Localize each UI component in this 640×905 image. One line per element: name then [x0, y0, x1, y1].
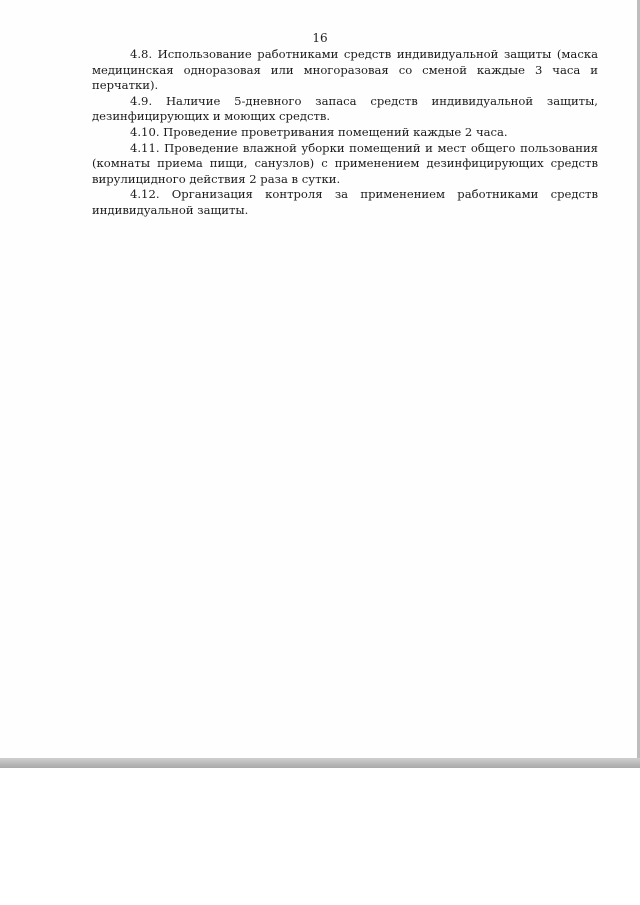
paragraph-4-8: 4.8. Использование работниками средств индивидуальной защиты (маска медицинская одноразовая или многоразовая со сменой каждые 3 часа и перчатки).	[92, 47, 598, 93]
document-body	[92, 47, 598, 219]
scan-edge-bottom	[0, 758, 640, 768]
page-number: 16	[312, 31, 328, 45]
paragraph-4-9: 4.9. Наличие 5-дневного запаса средств индивидуальной защиты, дезинфицирующих и моющих средств.	[92, 93, 598, 124]
paragraph-4-12: 4.12. Организация контроля за применением работниками средств индивидуальной защиты.	[92, 187, 598, 217]
paragraph-4-11: 4.11. Проведение влажной уборки помещений и мест общего пользования (комнаты приема пищи, санузлов) с применением дезинфицирующих средств вирулицидного действия 2 раза в сутки.	[92, 140, 598, 186]
paragraph-4-10: 4.10. Проведение проветривания помещений каждые 2 часа.	[130, 124, 508, 139]
